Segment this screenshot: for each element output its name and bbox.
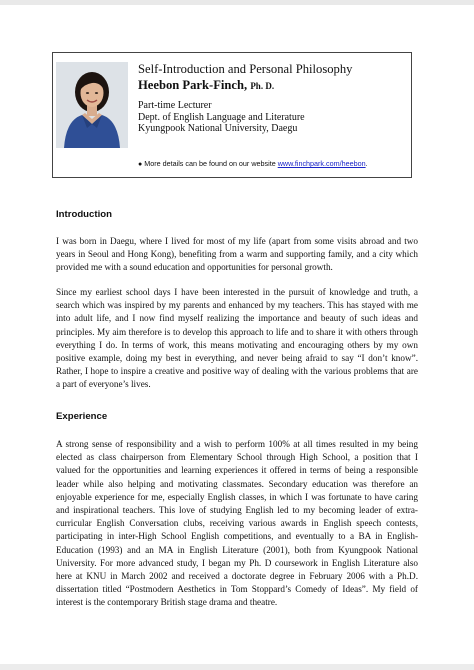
website-note-text: More details can be found on our website xyxy=(144,159,276,168)
introduction-paragraph: Since my earliest school days I have been interested in the pursuit of knowledge and truth, a search which was inspired by my parents and enhanced by my teachers. This has stayed with me into adult life, and I now find myself realizing the importance and beauty of such ideas and principles. My aim therefore is to develop this approach to life and to share it with others through everything I do. In terms of work, this means motivating and encouraging others by my own positive example, doing my best in everything, and never being afraid to say “I don’t know”. Rather, I hope to inspire a creative and positive way of dealing with the various problems that are a part of everyone’s lives. xyxy=(56,287,418,390)
page-top-edge xyxy=(0,0,474,5)
profile-photo xyxy=(56,62,128,148)
introduction-paragraph: I was born in Daegu, where I lived for most of my life (apart from some visits abroad and two years in Seoul and Hong Kong), benefiting from a warm and supporting family, and a city which provided me with a sound education and opportunities for personal growth. xyxy=(56,236,418,273)
person-name xyxy=(138,77,352,94)
person-name-text: Heebon Park-Finch, xyxy=(138,78,248,92)
page-bottom-edge xyxy=(0,664,474,670)
degree-suffix: Ph. D. xyxy=(250,81,275,91)
experience-heading: Experience xyxy=(56,411,108,422)
profile-header-box xyxy=(52,52,412,178)
website-note-period: . xyxy=(365,159,368,168)
department-text: Dept. of English Language and Literature xyxy=(138,111,305,123)
bullet-icon: ● xyxy=(138,161,143,168)
position-text: Part-time Lecturer xyxy=(138,100,212,111)
website-link[interactable]: www.finchpark.com/heebon xyxy=(277,159,366,168)
experience-paragraph: A strong sense of responsibility and a wish to perform 100% at all times resulted in my being elected as class chairperson from Elementary School through High School, a position that I valued for the opportunities and learning experiences it offered in terms of being a responsible leader while also helping and motivating classmates. Secondary education was therefore an enjoyable experience for me, especially English classes, in which I was fortunate to have caring and inspirational teachers. This love of studying English led to my becoming leader of extra-curricular English Conversation clubs, receiving various awards in English speech contests, participating in inter-High School English competitions, and eventually to a BA in English-Education (1993) and an MA in English Literature (2001), both from Kyungpook National University. For more advanced study, I began my Ph. D coursework in English Literature also here at KNU in March 2002 and received a doctorate degree in February 2006 with a Ph.D. dissertation titled “Postmodern Aesthetics in Tom Stoppard’s Comedy of Ideas”. My field of interest is the contemporary British stage drama and theatre. xyxy=(56,439,418,608)
introduction-heading: Introduction xyxy=(56,209,112,220)
university-text: Kyungpook National University, Daegu xyxy=(138,123,298,134)
document-title: Self-Introduction and Personal Philosophy xyxy=(138,62,353,76)
website-note xyxy=(138,159,368,168)
affiliation-block xyxy=(138,100,305,135)
